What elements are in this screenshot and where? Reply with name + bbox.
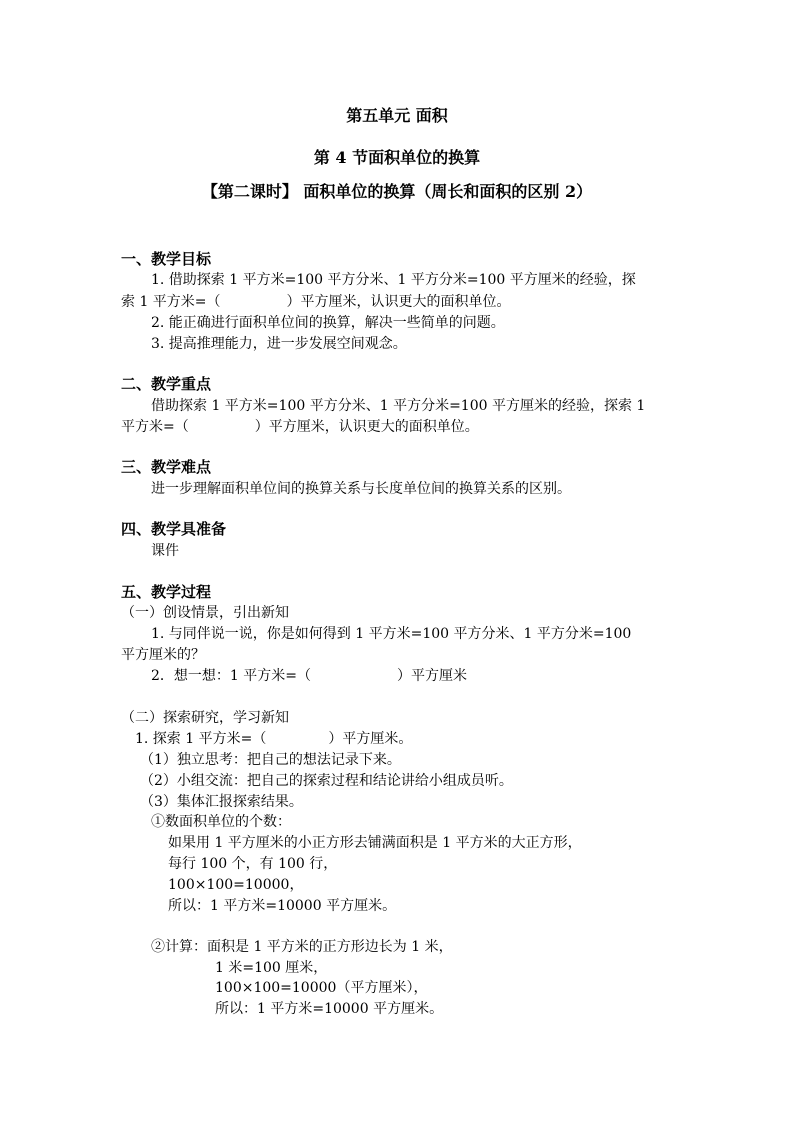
method-1-title: ①数面积单位的个数： [151, 814, 291, 830]
process-part-2-line-3: （2）小组交流：把自己的探索过程和结论讲给小组成员听。 [140, 773, 513, 789]
difficulty-line-1: 进一步理解面积单位间的换算关系与长度单位间的换算关系的区别。 [151, 481, 571, 497]
section-heading-key-points: 二、教学重点 [121, 375, 212, 393]
process-part-1-line-1: 1. 与同伴说一说，你是如何得到 1 平方米=100 平方分米、1 平方分米=100 [151, 626, 632, 642]
key-point-line-2-b: ）平方厘米，认识更大的面积单位。 [254, 419, 479, 435]
process-part-2-line-1-a: 1. 探索 1 平方米=（ [135, 731, 267, 747]
section-heading-difficulties: 三、教学难点 [121, 458, 212, 476]
key-point-line-2 [121, 417, 479, 437]
process-part-1-line-3-a: 2．想一想：1 平方米=（ [151, 668, 311, 684]
process-part-1-line-2: 平方厘米的？ [121, 647, 205, 663]
objective-line-3: 2. 能正确进行面积单位间的换算，解决一些简单的问题。 [151, 315, 505, 331]
process-part-2-title: （二）探索研究，学习新知 [121, 710, 289, 726]
section-title: 第 4 节面积单位的换算 [313, 148, 481, 167]
process-part-2-line-1-b: ）平方厘米。 [328, 731, 413, 747]
method-1-line-4: 所以：1 平方米=10000 平方厘米。 [168, 898, 397, 914]
method-2-line-1: 1 米=100 厘米， [215, 960, 328, 976]
section-heading-materials: 四、教学具准备 [121, 520, 227, 538]
key-point-line-2-a: 平方米=（ [121, 419, 189, 435]
unit-title: 第五单元 面积 [346, 106, 448, 125]
method-2-line-3: 所以：1 平方米=10000 平方厘米。 [215, 1001, 444, 1017]
materials-line-1: 课件 [151, 543, 179, 559]
objective-line-4: 3. 提高推理能力，进一步发展空间观念。 [151, 336, 407, 352]
method-1-line-2: 每行 100 个，有 100 行， [168, 856, 338, 872]
key-point-line-1: 借助探索 1 平方米=100 平方分米、1 平方分米=100 平方厘米的经验，探索 1 [151, 398, 646, 414]
method-1-line-1: 如果用 1 平方厘米的小正方形去铺满面积是 1 平方米的大正方形， [168, 835, 582, 851]
lesson-title: 【第二课时】 面积单位的换算（周长和面积的区别 2） [201, 182, 593, 201]
process-part-2-line-4: （3）集体汇报探索结果。 [140, 794, 303, 810]
objective-line-2 [121, 292, 511, 312]
process-part-2-line-1 [135, 729, 412, 749]
process-part-2-line-2: （1）独立思考：把自己的想法记录下来。 [140, 752, 401, 768]
method-2-line-2: 100×100=10000（平方厘米）， [215, 980, 428, 996]
process-part-1-line-3-b: ）平方厘米 [397, 668, 467, 684]
section-heading-objectives: 一、教学目标 [121, 250, 212, 268]
section-heading-process: 五、教学过程 [121, 583, 212, 601]
method-2-title: ②计算：面积是 1 平方米的正方形边长为 1 米， [151, 939, 453, 955]
objective-line-2-a: 索 1 平方米=（ [121, 294, 221, 310]
process-part-1-line-3 [151, 666, 467, 686]
objective-line-1: 1. 借助探索 1 平方米=100 平方分米、1 平方分米=100 平方厘米的经验，探 [151, 272, 636, 288]
method-1-line-3: 100×100=10000， [168, 877, 304, 893]
process-part-1-title: （一）创设情景，引出新知 [121, 605, 289, 621]
objective-line-2-b: ）平方厘米，认识更大的面积单位。 [286, 294, 511, 310]
